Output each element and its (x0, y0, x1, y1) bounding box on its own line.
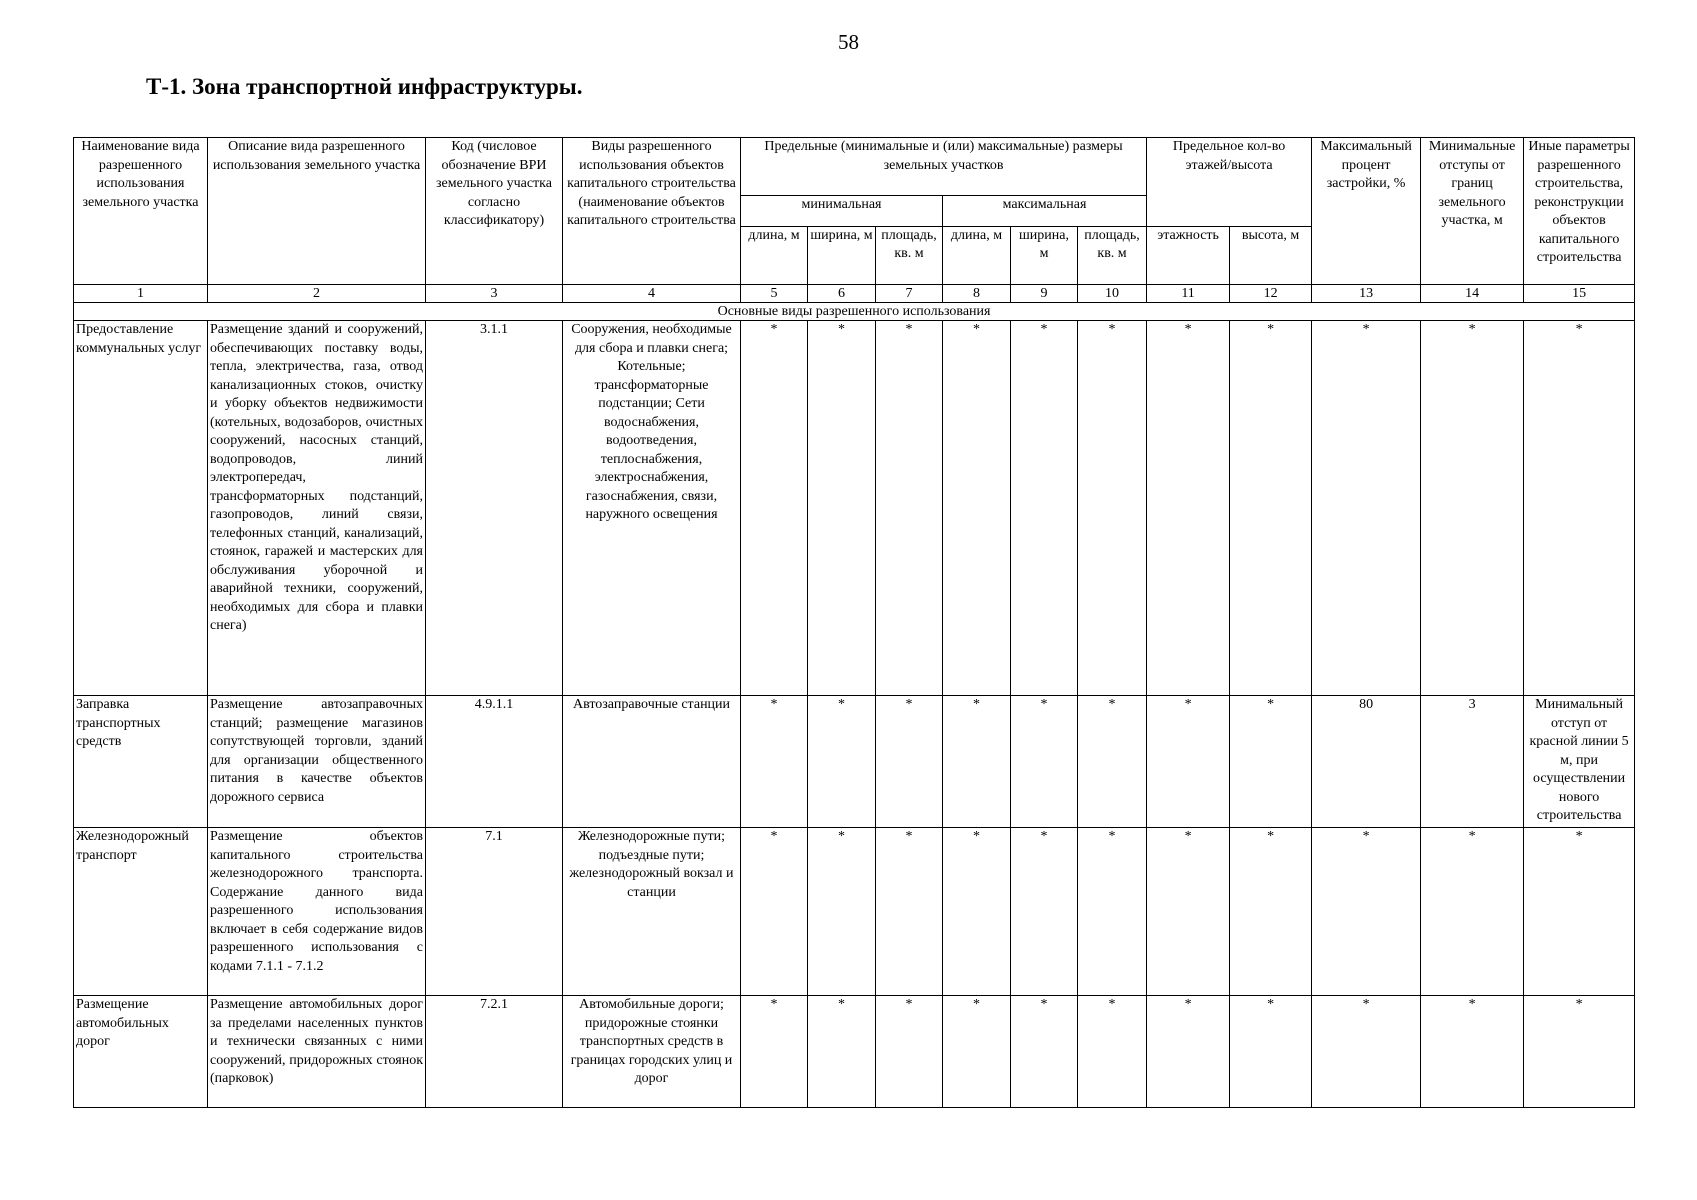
header-other-parameters: Иные параметры разрешенного строительства, реконструкции объектов капитального строительства (1524, 138, 1635, 285)
oks-types: Сооружения, необходимые для сбора и плавки снега; Котельные; трансформаторные подстанции; Сети водоснабжения, водоотведения, теплоснабжения, электроснабжения, газоснабжения, связи, наружного освещения (563, 321, 741, 696)
min-width-value: * (808, 696, 876, 828)
column-number: 1 (74, 285, 208, 303)
zone-parameters-table (73, 137, 1635, 1108)
max-length-value: * (943, 321, 1011, 696)
table-row (74, 321, 1635, 696)
header-vri-code: Код (числовое обозначение ВРИ земельного участка согласно классификатору) (426, 138, 563, 285)
floors-value: * (1147, 996, 1230, 1108)
column-number: 2 (208, 285, 426, 303)
max-width-value: * (1011, 696, 1078, 828)
oks-types: Железнодорожные пути; подъездные пути; железнодорожный вокзал и станции (563, 828, 741, 996)
header-floors: этажность (1147, 226, 1230, 285)
min-length-value: * (741, 828, 808, 996)
max-length-value: * (943, 996, 1011, 1108)
vri-description: Размещение зданий и сооружений, обеспечивающих поставку воды, тепла, электричества, газа, отвод канализационных стоков, очистку и уборку объектов недвижимости (котельных, водозаборов, очистных сооружений, насосных станций, водопроводов, линий электропередач, трансформаторных подстанций, газопроводов, линий связи, телефонных станций, канализаций, стоянок, гаражей и мастерских для обслуживания уборочной и аварийной техники, сооружений, необходимых для сбора и плавки снега) (208, 321, 426, 696)
min-area-value: * (876, 321, 943, 696)
building-percent-value: * (1312, 996, 1421, 1108)
column-number: 15 (1524, 285, 1635, 303)
header-min-width: ширина, м (808, 226, 876, 285)
page-number: 58 (838, 30, 859, 54)
vri-description: Размещение автомобильных дорог за пределами населенных пунктов и технически связанных с ними сооружений, придорожных стоянок (парковок) (208, 996, 426, 1108)
min-width-value: * (808, 828, 876, 996)
section-title: Основные виды разрешенного использования (74, 303, 1635, 321)
oks-types: Автозаправочные станции (563, 696, 741, 828)
height-value: * (1230, 828, 1312, 996)
column-number: 4 (563, 285, 741, 303)
table-row (74, 696, 1635, 828)
height-value: * (1230, 696, 1312, 828)
header-vri-name: Наименование вида разрешенного использования земельного участка (74, 138, 208, 285)
header-plot-size-limits: Предельные (минимальные и (или) максимальные) размеры земельных участков (741, 138, 1147, 196)
building-percent-value: 80 (1312, 696, 1421, 828)
header-min-area: площадь, кв. м (876, 226, 943, 285)
header-floors-height: Предельное кол-во этажей/высота (1147, 138, 1312, 227)
building-percent-value: * (1312, 321, 1421, 696)
min-width-value: * (808, 321, 876, 696)
height-value: * (1230, 321, 1312, 696)
vri-name: Размещение автомобильных дорог (74, 996, 208, 1108)
column-number-row (74, 285, 1635, 303)
column-number: 7 (876, 285, 943, 303)
max-width-value: * (1011, 828, 1078, 996)
floors-value: * (1147, 828, 1230, 996)
header-min-setbacks: Минимальные отступы от границ земельного участка, м (1421, 138, 1524, 285)
column-number: 12 (1230, 285, 1312, 303)
max-area-value: * (1078, 696, 1147, 828)
min-area-value: * (876, 996, 943, 1108)
max-width-value: * (1011, 321, 1078, 696)
min-length-value: * (741, 321, 808, 696)
vri-code: 3.1.1 (426, 321, 563, 696)
header-max-building-percent: Максимальный процент застройки, % (1312, 138, 1421, 285)
other-parameters-value: * (1524, 828, 1635, 996)
setback-value: 3 (1421, 696, 1524, 828)
min-area-value: * (876, 828, 943, 996)
max-area-value: * (1078, 321, 1147, 696)
header-maximum: максимальная (943, 196, 1147, 226)
column-number: 10 (1078, 285, 1147, 303)
header-minimum: минимальная (741, 196, 943, 226)
column-number: 9 (1011, 285, 1078, 303)
setback-value: * (1421, 828, 1524, 996)
other-parameters-value: * (1524, 321, 1635, 696)
setback-value: * (1421, 996, 1524, 1108)
column-number: 13 (1312, 285, 1421, 303)
column-number: 3 (426, 285, 563, 303)
min-length-value: * (741, 696, 808, 828)
header-vri-description: Описание вида разрешенного использования земельного участка (208, 138, 426, 285)
table-row (74, 996, 1635, 1108)
max-area-value: * (1078, 996, 1147, 1108)
max-length-value: * (943, 696, 1011, 828)
header-max-width: ширина, м (1011, 226, 1078, 285)
min-length-value: * (741, 996, 808, 1108)
vri-code: 7.2.1 (426, 996, 563, 1108)
max-length-value: * (943, 828, 1011, 996)
table-row (74, 828, 1635, 996)
floors-value: * (1147, 321, 1230, 696)
column-number: 6 (808, 285, 876, 303)
vri-name: Предоставление коммунальных услуг (74, 321, 208, 696)
min-width-value: * (808, 996, 876, 1108)
oks-types: Автомобильные дороги; придорожные стоянки транспортных средств в границах городских улиц и дорог (563, 996, 741, 1108)
header-height: высота, м (1230, 226, 1312, 285)
column-number: 5 (741, 285, 808, 303)
setback-value: * (1421, 321, 1524, 696)
header-max-area: площадь, кв. м (1078, 226, 1147, 285)
column-number: 14 (1421, 285, 1524, 303)
header-max-length: длина, м (943, 226, 1011, 285)
header-oks-types: Виды разрешенного использования объектов капитального строительства (наименование объектов капитального строительства (563, 138, 741, 285)
floors-value: * (1147, 696, 1230, 828)
document-title: Т-1. Зона транспортной инфраструктуры. (146, 74, 583, 99)
vri-description: Размещение объектов капитального строительства железнодорожного транспорта. Содержание данного вида разрешенного использования включает в себя содержание видов разрешенного использования с кодами 7.1.1 - 7.1.2 (208, 828, 426, 996)
height-value: * (1230, 996, 1312, 1108)
building-percent-value: * (1312, 828, 1421, 996)
other-parameters-value: Минимальный отступ от красной линии 5 м, при осуществлении нового строительства (1524, 696, 1635, 828)
vri-name: Железнодорожный транспорт (74, 828, 208, 996)
max-area-value: * (1078, 828, 1147, 996)
max-width-value: * (1011, 996, 1078, 1108)
min-area-value: * (876, 696, 943, 828)
section-row (74, 303, 1635, 321)
vri-name: Заправка транспортных средств (74, 696, 208, 828)
other-parameters-value: * (1524, 996, 1635, 1108)
column-number: 8 (943, 285, 1011, 303)
vri-description: Размещение автозаправочных станций; размещение магазинов сопутствующей торговли, зданий для организации общественного питания в качестве объектов дорожного сервиса (208, 696, 426, 828)
vri-code: 4.9.1.1 (426, 696, 563, 828)
header-min-length: длина, м (741, 226, 808, 285)
column-number: 11 (1147, 285, 1230, 303)
vri-code: 7.1 (426, 828, 563, 996)
